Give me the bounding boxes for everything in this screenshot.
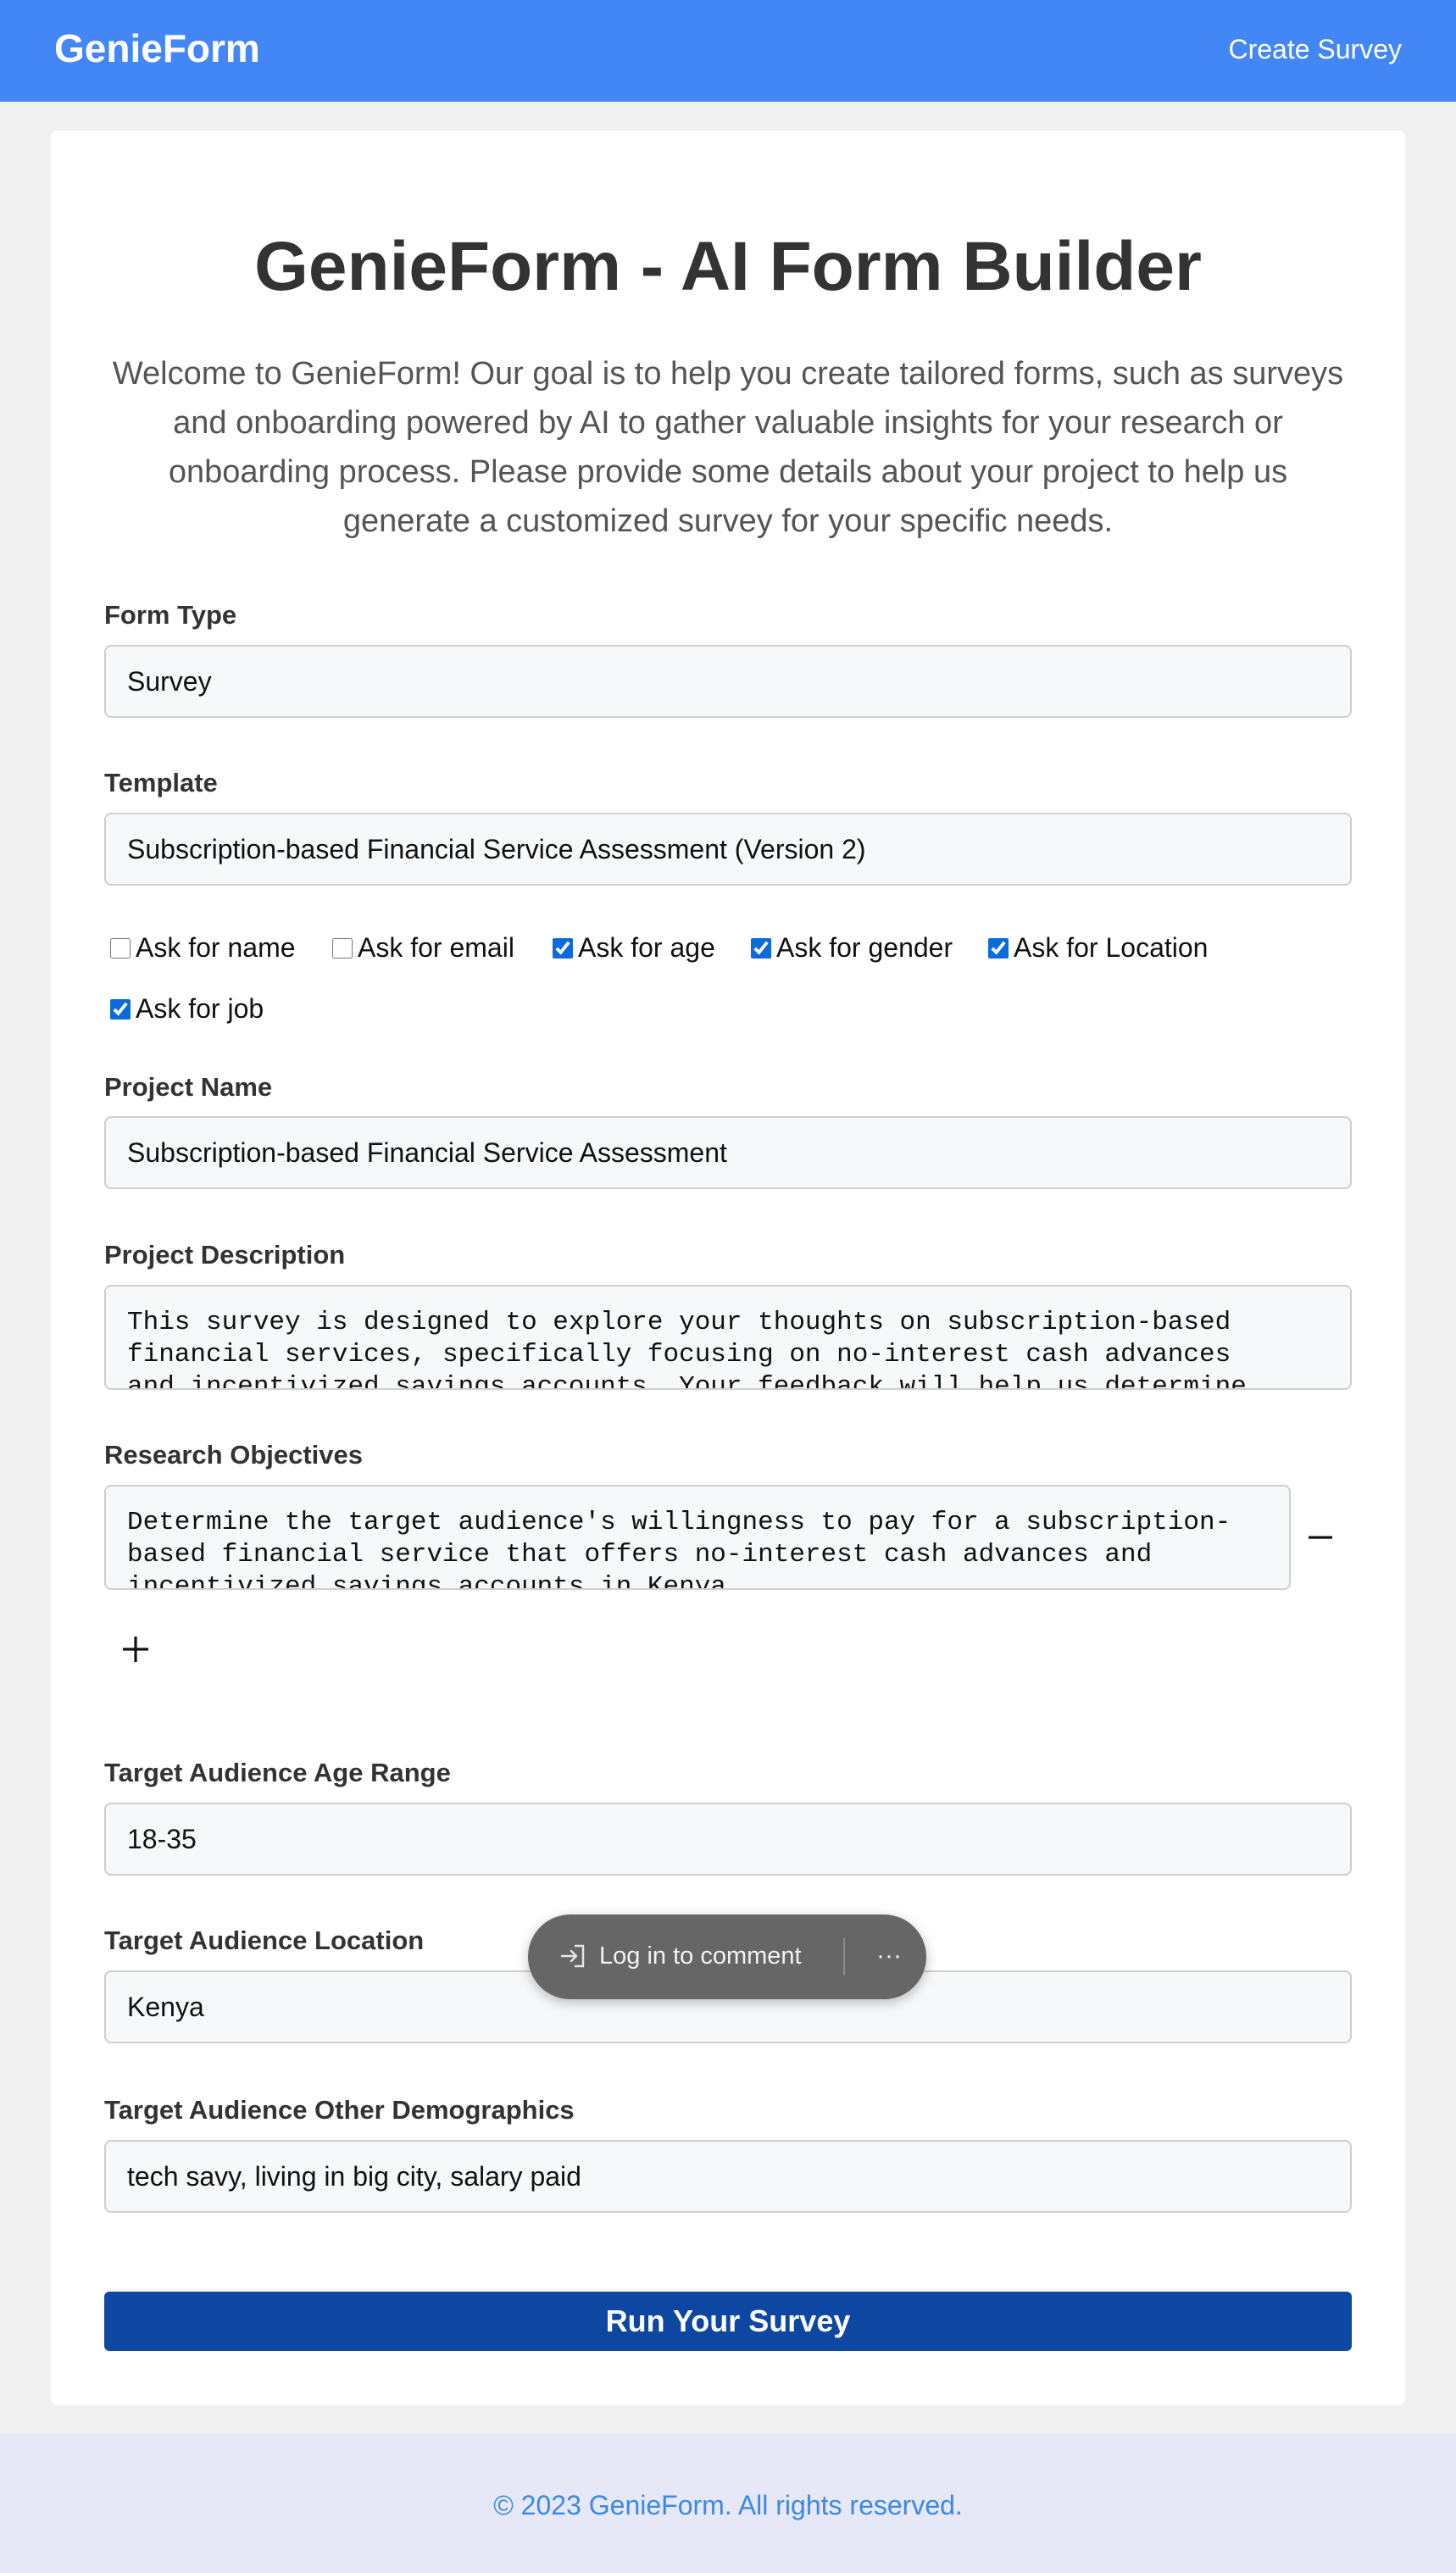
login-icon bbox=[559, 1942, 587, 1970]
create-survey-link[interactable]: Create Survey bbox=[1228, 34, 1402, 64]
brand-logo[interactable]: GenieForm bbox=[54, 26, 260, 70]
more-options-button[interactable]: ··· bbox=[876, 1942, 902, 1970]
navbar bbox=[0, 0, 1456, 102]
research-objectives-label: Research Objectives bbox=[104, 1440, 364, 1470]
ask-job-option[interactable] bbox=[110, 993, 264, 1025]
other-demographics-label: Target Audience Other Demographics bbox=[104, 2095, 575, 2125]
ask-email-checkbox[interactable] bbox=[332, 938, 353, 959]
project-name-label: Project Name bbox=[104, 1072, 273, 1102]
age-range-input[interactable] bbox=[104, 1803, 1352, 1876]
ask-name-option[interactable] bbox=[110, 932, 296, 964]
plus-icon bbox=[122, 1636, 149, 1663]
form-type-input[interactable] bbox=[104, 645, 1352, 718]
add-objective-button[interactable] bbox=[117, 1631, 154, 1668]
template-label: Template bbox=[104, 768, 218, 797]
ask-location-label: Ask for Location bbox=[1014, 932, 1209, 963]
ask-name-checkbox[interactable] bbox=[110, 938, 131, 959]
project-description-label: Project Description bbox=[104, 1240, 346, 1270]
ask-age-label: Ask for age bbox=[578, 932, 715, 963]
ask-age-checkbox[interactable] bbox=[553, 938, 573, 959]
age-range-label: Target Audience Age Range bbox=[104, 1758, 451, 1787]
footer-copyright: © 2023 GenieForm. All rights reserved. bbox=[493, 2490, 963, 2520]
project-description-textarea[interactable] bbox=[104, 1285, 1352, 1390]
location-label: Target Audience Location bbox=[104, 1926, 425, 1955]
form-type-label: Form Type bbox=[104, 600, 237, 630]
ask-name-label: Ask for name bbox=[136, 932, 296, 963]
comment-toolbar bbox=[528, 1914, 926, 1999]
footer bbox=[0, 2434, 1456, 2573]
ask-age-option[interactable] bbox=[553, 932, 715, 964]
page-title: GenieForm - AI Form Builder bbox=[254, 228, 1202, 305]
research-objective-textarea[interactable] bbox=[104, 1485, 1291, 1590]
intro-text: Welcome to GenieForm! Our goal is to help you create tailored forms, such as surveys and onboarding powered by AI to gather valuable insights for your research or onboarding process. Please provide some details about your project to help us generate a customized survey for your specific needs. bbox=[112, 356, 1344, 539]
project-name-input[interactable] bbox=[104, 1116, 1352, 1189]
ask-job-checkbox[interactable] bbox=[110, 999, 131, 1020]
login-to-comment-label: Log in to comment bbox=[599, 1942, 802, 1970]
ask-gender-option[interactable] bbox=[751, 932, 953, 964]
other-demographics-input[interactable] bbox=[104, 2140, 1352, 2213]
remove-objective-button[interactable] bbox=[1303, 1520, 1337, 1554]
template-input[interactable] bbox=[104, 813, 1352, 886]
login-to-comment-button[interactable] bbox=[559, 1942, 802, 1970]
minus-icon bbox=[1308, 1525, 1333, 1550]
pill-divider bbox=[843, 1938, 845, 1976]
run-survey-button[interactable]: Run Your Survey bbox=[104, 2292, 1352, 2351]
ask-location-checkbox[interactable] bbox=[988, 938, 1009, 959]
ask-job-label: Ask for job bbox=[136, 993, 264, 1024]
ask-email-option[interactable] bbox=[332, 932, 514, 964]
ask-gender-checkbox[interactable] bbox=[751, 938, 771, 959]
ask-location-option[interactable] bbox=[988, 932, 1208, 964]
ask-gender-label: Ask for gender bbox=[776, 932, 953, 963]
ask-email-label: Ask for email bbox=[358, 932, 514, 963]
